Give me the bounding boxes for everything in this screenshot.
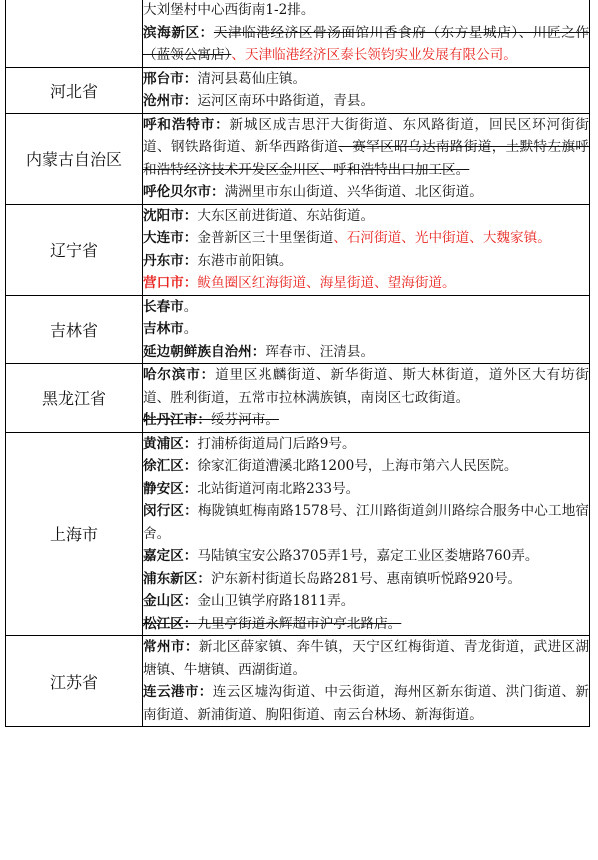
locations-cell <box>143 432 590 636</box>
province-cell: 辽宁省 <box>6 204 143 295</box>
location-entry <box>143 636 589 681</box>
location-text: 东港市前阳镇。 <box>197 252 293 269</box>
location-text: 打浦桥街道局门后路9号。 <box>197 435 356 452</box>
table-row <box>6 113 590 204</box>
table-row <box>6 636 590 727</box>
locations-cell <box>143 67 590 113</box>
city-name: ： <box>183 593 198 609</box>
location-text: 、赛罕区昭乌达南路街道，土默特左旗呼和浩特经济技术开发区金川区、呼和浩特出口加工区。 <box>143 139 589 178</box>
table-row <box>6 364 590 433</box>
location-text: 徐家汇街道漕溪北路1200号，上海市第六人民医院。 <box>197 458 518 474</box>
city-name: ： <box>183 93 198 109</box>
city-name: 沧州市 <box>143 93 184 109</box>
city-name: ： <box>183 207 198 224</box>
location-entry <box>143 205 589 228</box>
city-name: 营口市 <box>143 275 184 291</box>
location-text: 新城区成吉思汗大街街道、东风路街道，回民区环河街街道、钢铁路街道、新华西路街道 <box>143 116 590 155</box>
location-entry <box>143 22 589 67</box>
location-entry <box>143 114 589 182</box>
region-table <box>5 0 590 727</box>
location-text: 。 <box>183 298 198 315</box>
location-entry <box>143 433 589 456</box>
city-name: ： <box>210 184 225 200</box>
city-name: ： <box>183 275 198 291</box>
locations-cell <box>143 295 590 364</box>
table-row <box>6 0 590 67</box>
city-name: 嘉定区 <box>143 548 184 564</box>
location-text: 连云区墟沟街道、中云街道，海州区新东街道、洪门街道、新南街道、新浦街道、朐阳街道、南云台林场、新海街道。 <box>143 684 590 723</box>
city-name: ： <box>200 367 216 383</box>
location-text: 沪东新村街道长岛路281号、惠南镇听悦路920号。 <box>210 570 522 587</box>
city-name: 静安区 <box>143 480 184 497</box>
locations-cell <box>143 636 590 727</box>
city-name: ： <box>197 570 211 587</box>
location-text: 珲春市、汪清县。 <box>265 343 375 360</box>
location-text: 九里亭街道永辉超市沪亭北路店。 <box>197 615 402 632</box>
location-text: 梅陇镇虹梅南路1578号、江川路街道剑川路综合服务中心工地宿舍。 <box>143 503 590 542</box>
city-name: ： <box>251 343 266 360</box>
city-name: 闵行区 <box>143 503 185 519</box>
city-name: 金山区 <box>143 593 184 609</box>
city-name: 延边朝鲜族自治州 <box>143 343 252 360</box>
location-text: 大东区前进街道、东站街道。 <box>197 207 375 224</box>
province-cell: 内蒙古自治区 <box>6 113 143 204</box>
city-name: ： <box>183 480 198 497</box>
location-entry <box>143 0 589 22</box>
location-entry <box>143 613 589 636</box>
city-name: 哈尔滨市 <box>143 367 201 383</box>
table-row <box>6 204 590 295</box>
city-name: 长春市 <box>143 298 184 315</box>
location-entry <box>143 409 589 432</box>
city-name: 浦东新区 <box>143 570 198 587</box>
table-row <box>6 295 590 364</box>
province-cell: 黑龙江省 <box>6 364 143 433</box>
location-entry <box>143 318 589 341</box>
city-name: ： <box>183 230 198 246</box>
location-text: 道里区兆麟街道、新华街道、斯大林街道，道外区大有坊街道、胜利街道，五常市拉林满族镇，南岗区七政街道。 <box>143 367 590 406</box>
location-entry <box>143 296 589 319</box>
location-text: 。 <box>183 321 198 337</box>
location-entry <box>143 500 589 545</box>
location-entry <box>143 568 589 591</box>
location-entry <box>143 364 589 409</box>
city-name: 松江区 <box>143 615 184 632</box>
location-entry <box>143 681 589 726</box>
city-name: 呼和浩特市 <box>143 116 216 133</box>
location-text: 金山卫镇学府路1811弄。 <box>197 593 355 609</box>
location-text: 绥芬河市。 <box>210 412 279 428</box>
city-name: ： <box>183 70 198 87</box>
location-entry <box>143 90 589 113</box>
city-name: ： <box>184 639 199 655</box>
city-name: ： <box>183 458 198 474</box>
location-text: 天津临港经济区骨汤面馆川香食府（东方星城店）、川匠之作（蓝领公寓店） <box>143 24 589 63</box>
location-text: 、天津临港经济区泰长领钧实业发展有限公司。 <box>231 47 517 63</box>
city-name: 吉林市 <box>143 321 184 337</box>
locations-cell <box>143 113 590 204</box>
location-entry <box>143 341 589 364</box>
location-text: 满洲里市东山街道、兴华街道、北区街道。 <box>224 184 483 200</box>
city-name: 呼伦贝尔市 <box>143 184 211 200</box>
city-name: 大连市 <box>143 230 184 246</box>
locations-cell <box>143 204 590 295</box>
city-name: 滨海新区 <box>143 24 200 41</box>
location-entry <box>143 455 589 478</box>
table-row <box>6 432 590 636</box>
locations-cell <box>143 0 590 67</box>
city-name: 邢台市 <box>143 70 184 87</box>
province-cell <box>6 0 143 67</box>
city-name: 牡丹江市 <box>143 412 198 428</box>
location-entry <box>143 545 589 568</box>
province-cell: 河北省 <box>6 67 143 113</box>
city-name: 黄浦区 <box>143 435 184 452</box>
city-name: 丹东市 <box>143 252 184 269</box>
location-text: 鲅鱼圈区红海街道、海星街道、望海街道。 <box>197 275 456 291</box>
city-name: 沈阳市 <box>143 207 184 224</box>
location-entry <box>143 250 589 273</box>
locations-cell <box>143 364 590 433</box>
location-entry <box>143 590 589 613</box>
city-name: ： <box>215 116 230 133</box>
location-text: 运河区南环中路街道，青县。 <box>197 93 375 109</box>
city-name: ： <box>183 548 198 564</box>
city-name: ： <box>198 684 213 700</box>
location-entry <box>143 227 589 250</box>
city-name: ： <box>183 435 198 452</box>
city-name: 徐汇区 <box>143 458 184 474</box>
province-cell: 江苏省 <box>6 636 143 727</box>
location-text: 清河县葛仙庄镇。 <box>197 70 307 87</box>
location-text: 北站街道河南北路233号。 <box>197 480 360 497</box>
location-text: 马陆镇宝安公路3705弄1号，嘉定工业区娄塘路760弄。 <box>197 548 539 564</box>
location-text: 金普新区三十里堡街道 <box>197 230 334 246</box>
city-name: 常州市 <box>143 639 185 655</box>
city-name: 连云港市 <box>143 684 199 700</box>
location-text: 新北区薛家镇、奔牛镇，天宁区红梅街道、青龙街道，武进区湖塘镇、牛塘镇、西湖街道。 <box>143 639 590 678</box>
location-entry <box>143 272 589 295</box>
location-entry <box>143 181 589 204</box>
city-name: ： <box>184 503 198 519</box>
city-name: ： <box>183 615 198 632</box>
province-cell: 上海市 <box>6 432 143 636</box>
location-text: 、石河街道、光中街道、大魏家镇。 <box>333 230 551 246</box>
city-name: ： <box>197 412 211 428</box>
province-cell: 吉林省 <box>6 295 143 364</box>
location-text: 大刘堡村中心西街南1-2排。 <box>143 2 315 18</box>
city-name: ： <box>199 24 214 41</box>
location-entry <box>143 68 589 91</box>
location-entry <box>143 478 589 501</box>
city-name: ： <box>183 252 198 269</box>
table-row <box>6 67 590 113</box>
